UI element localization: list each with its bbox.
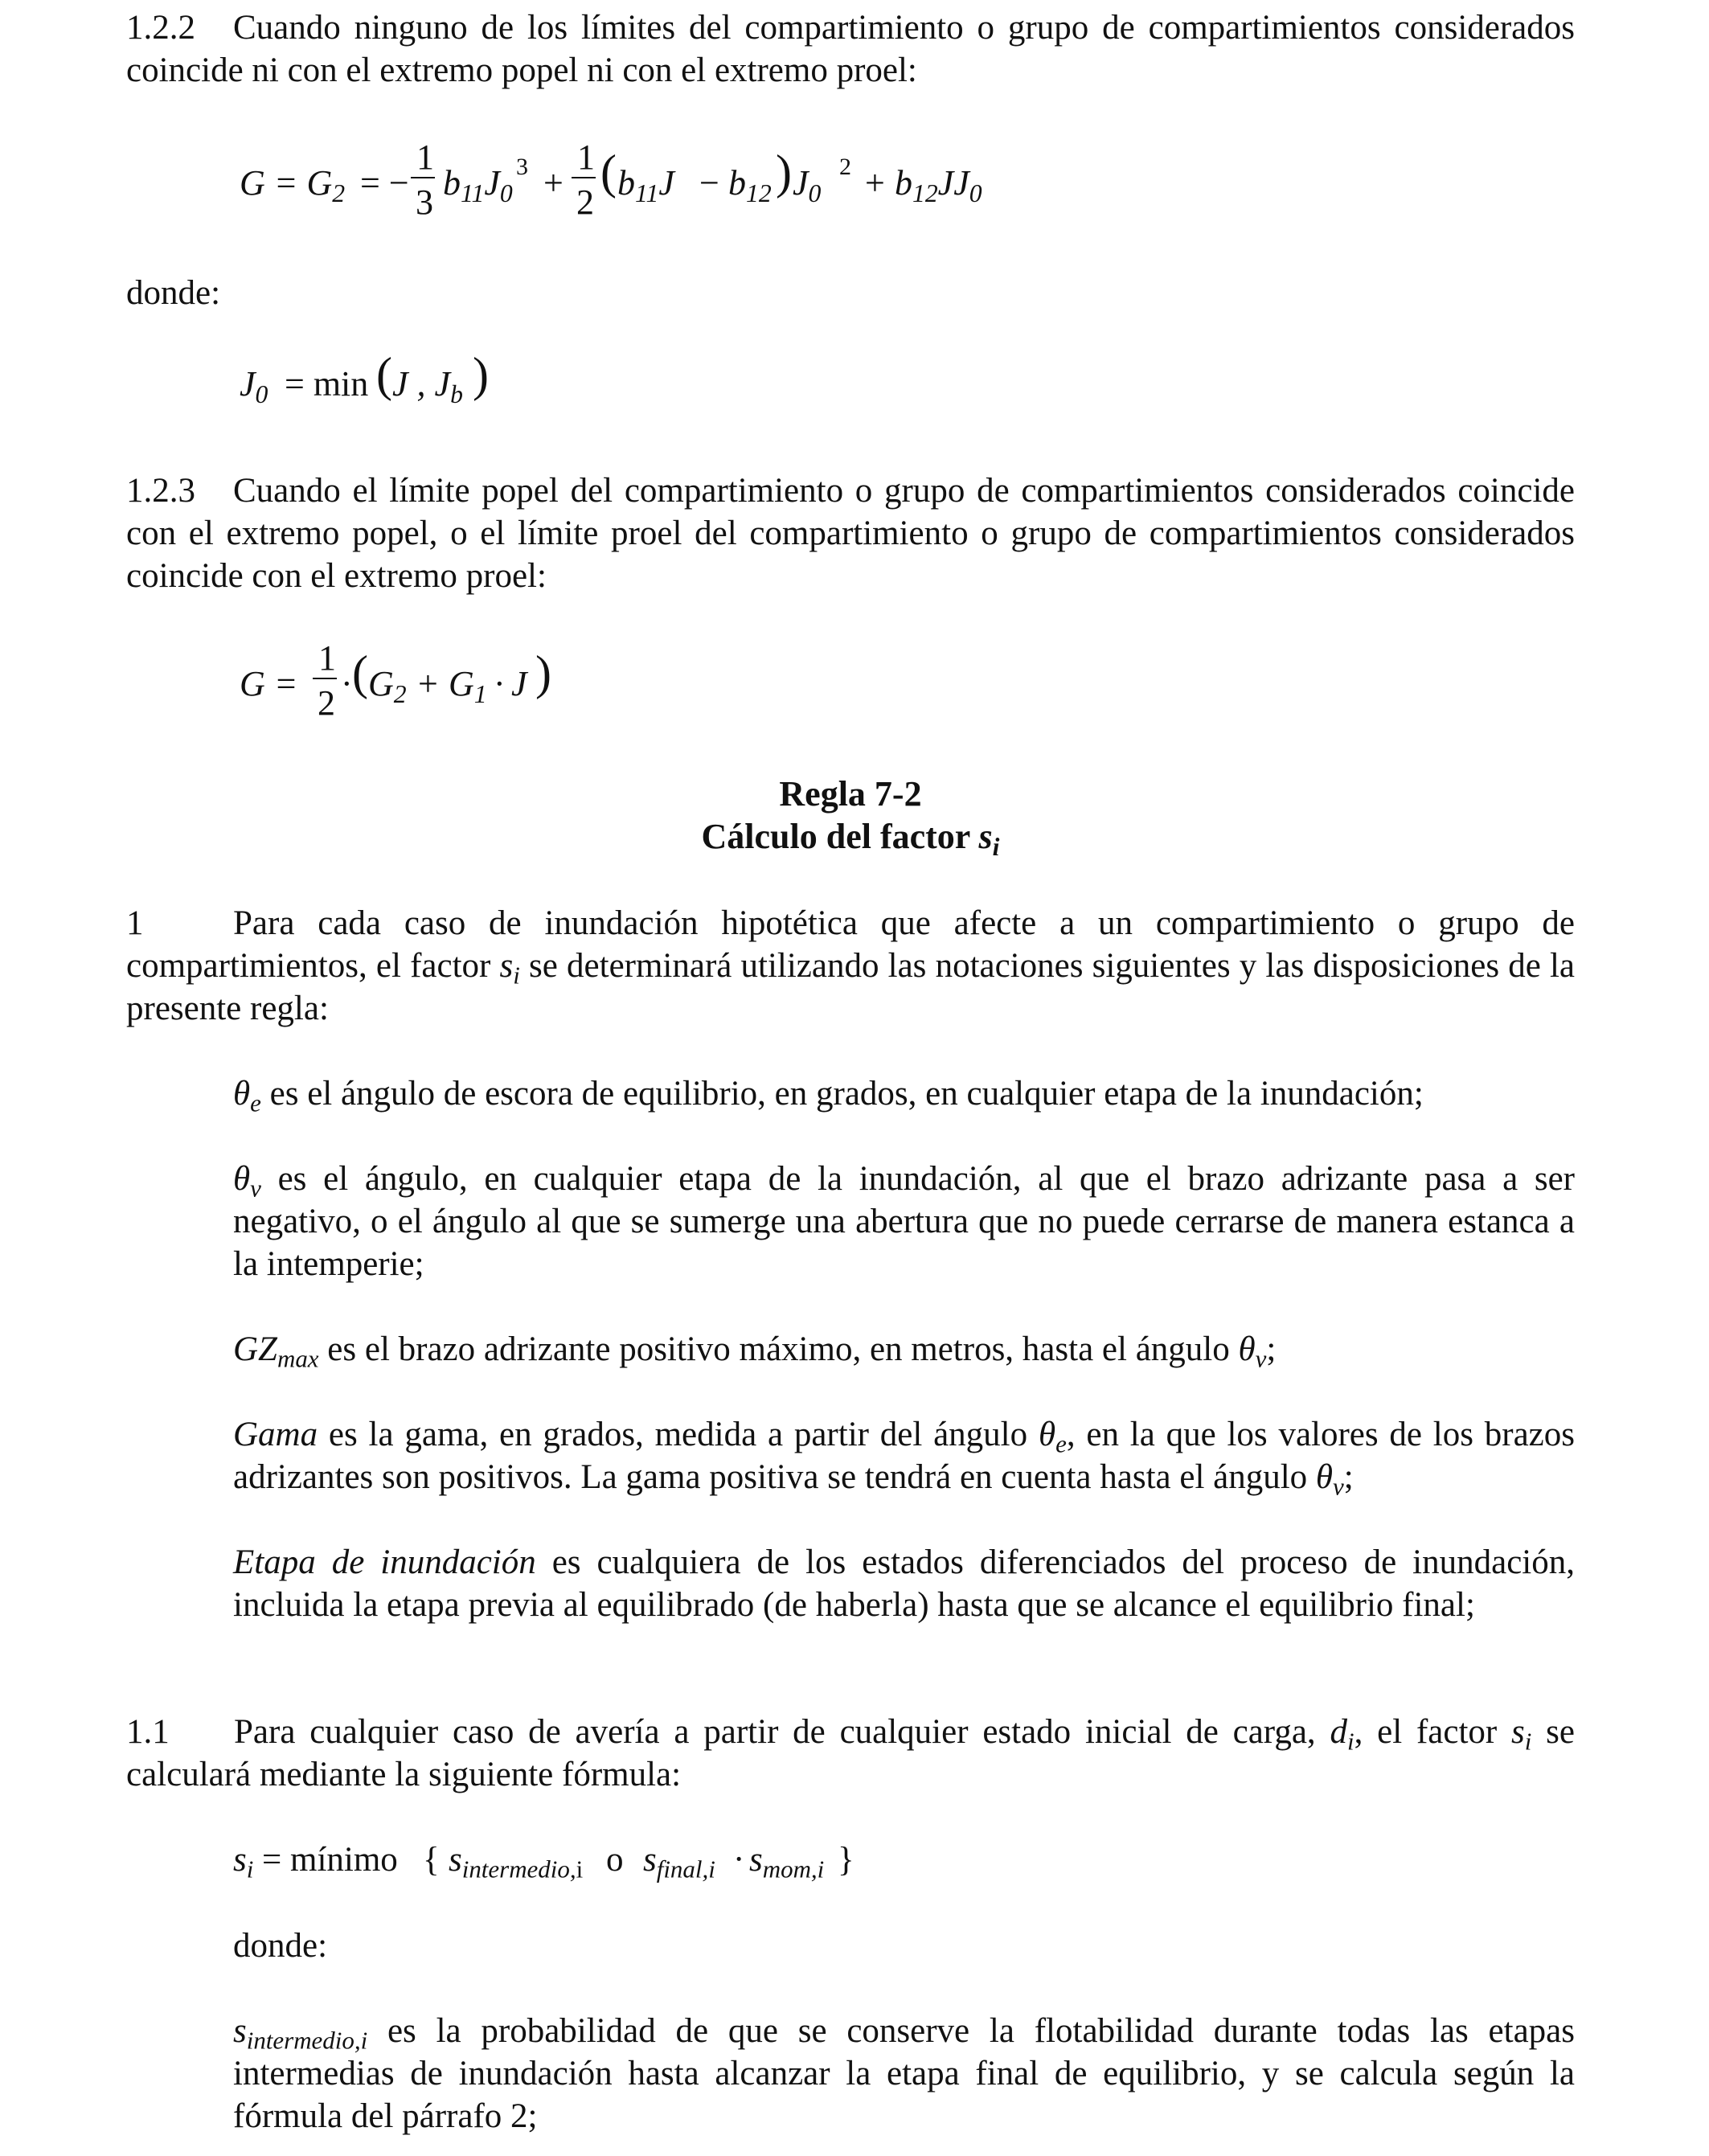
paragraph-text: Cuando ninguno de los límites del compartimiento o grupo de compartimientos considerados coincide ni con el extremo popel ni con el extremo proel: — [126, 9, 1575, 89]
s-intermedio-symbol-sub: intermedio,i — [246, 2026, 368, 2055]
si-right-brace: } — [838, 1841, 854, 1879]
theta-symbol: θ — [1238, 1330, 1256, 1368]
rule-subtitle-text: Cálculo del factor — [701, 817, 970, 856]
frac1-bar — [411, 177, 435, 178]
gama-term: Gama — [233, 1416, 318, 1453]
paragraph-1-1 — [126, 1711, 1575, 1796]
g-left-paren: ( — [352, 646, 368, 699]
definition-text: es cualquiera de los estados diferenciados del proceso de inundación, incluida la etapa previa al equilibrado (de haberla) hasta que se alcance el equilibrio final; — [233, 1543, 1575, 1624]
si-minimo: = mínimo — [262, 1841, 398, 1879]
section-number: 1.2.2 — [126, 9, 195, 47]
s-final: s — [643, 1841, 657, 1879]
g-lhs: G = — [240, 664, 298, 703]
gz-symbol: GZ — [233, 1330, 277, 1368]
s-intermedio-symbol: s — [233, 2012, 247, 2050]
j0-min: = min — [285, 364, 369, 404]
etapa-term: Etapa de inundación — [233, 1543, 536, 1581]
s-mom-sub: mom,i — [762, 1855, 825, 1883]
definition-text: es el ángulo, en cualquier etapa de la inundación, al que el brazo adrizante pasa a ser negativo, o el ángulo al que se sumerge una abertura que no puede cerrarse de manera estanca a la intemperie; — [233, 1160, 1575, 1283]
g-dot-2: · — [494, 664, 506, 703]
definition-text: es el brazo adrizante positivo máximo, en metros, hasta el ángulo — [318, 1330, 1239, 1368]
j0-args: J , J — [392, 364, 451, 404]
si-dot: · — [733, 1841, 745, 1879]
donde-label-2: donde: — [233, 1927, 328, 1965]
plus-sign-1: + — [543, 163, 564, 203]
paragraph-text-a: Para cualquier caso de avería a partir de cualquier estado inicial de carga, — [234, 1713, 1330, 1751]
j0: J — [793, 163, 809, 203]
definition-tail: ; — [1266, 1330, 1277, 1368]
paragraph-1-2-3 — [126, 469, 1575, 597]
paragraph-text-c: se calculará mediante la siguiente fórmula: — [126, 1713, 1575, 1793]
term1-b: b — [443, 163, 461, 203]
j: J — [658, 163, 674, 203]
definition-text-b: , en la que los valores de los brazos adrizantes son positivos. La gama positiva se tendrá en cuenta hasta el ángulo — [233, 1416, 1576, 1496]
si-lhs: s — [233, 1841, 247, 1879]
gz-sub: max — [277, 1344, 319, 1373]
g-frac-numerator: 1 — [318, 638, 336, 678]
var-s-sub: i — [1524, 1727, 1532, 1756]
var-s: s — [499, 947, 514, 985]
b12: b — [728, 163, 746, 203]
definition-text: es la probabilidad de que se conserve la flotabilidad durante todas las etapas intermedias de inundación hasta alcanzar la etapa final de equilibrio, y se calcula según la fórmula del párrafo 2; — [233, 2012, 1575, 2135]
section-number: 1.1 — [126, 1713, 170, 1751]
si-or: o — [606, 1841, 624, 1879]
paragraph-1 — [126, 902, 1575, 1030]
j0-sub: 0 — [808, 178, 822, 207]
eq-lhs-sub: 2 — [332, 178, 346, 207]
equation-j0 — [240, 348, 561, 415]
definition-tail: ; — [1343, 1458, 1354, 1496]
frac2-bar — [572, 177, 596, 178]
frac1-numerator: 1 — [416, 137, 434, 177]
eq-equals-minus: = − — [360, 163, 409, 203]
g2: G — [368, 664, 394, 703]
rule-subtitle-var: s — [978, 817, 993, 856]
j0-lhs: J — [240, 364, 256, 404]
theta-sub: v — [1255, 1344, 1267, 1373]
rule-subtitle — [126, 815, 1575, 861]
s-mom: s — [749, 1841, 763, 1879]
equation-si — [233, 1836, 957, 1884]
g-dot: · — [341, 664, 353, 703]
theta-sub: e — [1055, 1429, 1067, 1458]
theta-sub: e — [250, 1088, 261, 1117]
s-final-sub: final,i — [656, 1855, 715, 1883]
paragraph-1-2-2 — [126, 6, 1575, 92]
paragraph-text-a: Para cada caso de inundación hipotética que afecte a un compartimiento o grupo de compartimientos, el factor — [126, 904, 1575, 985]
definition-s-intermedio — [233, 2010, 1575, 2138]
frac2-numerator: 1 — [577, 137, 595, 177]
rule-title: Regla 7-2 — [779, 774, 922, 814]
g-frac-denominator: 2 — [318, 683, 335, 723]
frac2-denominator: 2 — [576, 182, 594, 222]
jj: JJ — [937, 163, 969, 203]
s-intermedio-sub-i: i — [576, 1855, 584, 1883]
j0-right-paren: ) — [473, 348, 489, 401]
frac1-denominator: 3 — [416, 182, 433, 222]
definition-gama — [233, 1413, 1576, 1501]
definition-theta-v — [233, 1158, 1575, 1285]
j0-exponent: 2 — [839, 154, 851, 180]
var-d: d — [1330, 1713, 1347, 1751]
j0-left-paren: ( — [376, 348, 392, 401]
g-frac-bar — [313, 678, 337, 679]
definition-text-a: es la gama, en grados, medida a partir del ángulo — [318, 1416, 1039, 1453]
equation-g — [240, 639, 601, 728]
term1-j-sub: 0 — [499, 178, 513, 207]
paragraph-text-b: se determinará utilizando las notaciones siguientes y las disposiciones de la presente regla: — [126, 947, 1576, 1027]
j0-lhs-sub: 0 — [255, 379, 268, 408]
donde-label-1: donde: — [126, 274, 221, 312]
g2-sub: 2 — [393, 679, 407, 708]
theta-symbol: θ — [1038, 1416, 1056, 1453]
paragraph-text-b: , el factor — [1354, 1713, 1512, 1751]
definition-gzmax — [233, 1328, 1575, 1371]
var-s: s — [1511, 1713, 1525, 1751]
term1-exponent: 3 — [516, 154, 528, 180]
g1: G — [449, 664, 474, 703]
section-number: 1 — [126, 904, 144, 942]
var-s-sub: i — [513, 961, 520, 990]
term1-j: J — [484, 163, 500, 203]
equation-g2 — [240, 137, 982, 227]
g-right-paren: ) — [535, 646, 551, 699]
left-paren: ( — [600, 146, 617, 199]
si-left-brace: { — [423, 1841, 440, 1879]
b12-second-sub: 12 — [912, 178, 938, 207]
jj-sub: 0 — [969, 178, 982, 207]
theta-sub: v — [250, 1174, 261, 1203]
si-lhs-sub: i — [246, 1855, 254, 1883]
section-number: 1.2.3 — [126, 472, 195, 510]
j0-args-sub: b — [450, 379, 463, 408]
b11-sub: 11 — [635, 178, 659, 207]
var-d-sub: i — [1346, 1727, 1354, 1756]
theta-symbol: θ — [233, 1160, 251, 1198]
eq-lhs: G = G — [240, 163, 333, 203]
minus-sign: − — [699, 163, 719, 203]
s-intermedio-sub: intermedio, — [461, 1855, 576, 1883]
right-paren: ) — [776, 146, 792, 199]
s-intermedio: s — [449, 1841, 462, 1879]
definition-etapa — [233, 1541, 1575, 1626]
g-j: J — [511, 664, 527, 703]
term1-b-sub: 11 — [461, 178, 485, 207]
definition-theta-e — [233, 1072, 1575, 1115]
theta-symbol: θ — [1315, 1458, 1334, 1496]
b12-second: b — [895, 163, 912, 203]
g1-sub: 1 — [473, 679, 487, 708]
theta-symbol: θ — [233, 1075, 251, 1113]
plus-sign-2: + — [865, 163, 885, 203]
paragraph-text: Cuando el límite popel del compartimiento o grupo de compartimientos considerados coincide con el extremo popel, o el límite proel del compartimiento o grupo de compartimientos considerados coincide con el extremo proel: — [126, 472, 1575, 595]
g-plus: + — [418, 664, 438, 703]
b12-sub: 12 — [746, 178, 772, 207]
b11: b — [617, 163, 635, 203]
definition-text: es el ángulo de escora de equilibrio, en grados, en cualquier etapa de la inundación; — [260, 1075, 1424, 1113]
rule-subtitle-sub: i — [992, 832, 1000, 861]
theta-sub: v — [1333, 1472, 1344, 1501]
